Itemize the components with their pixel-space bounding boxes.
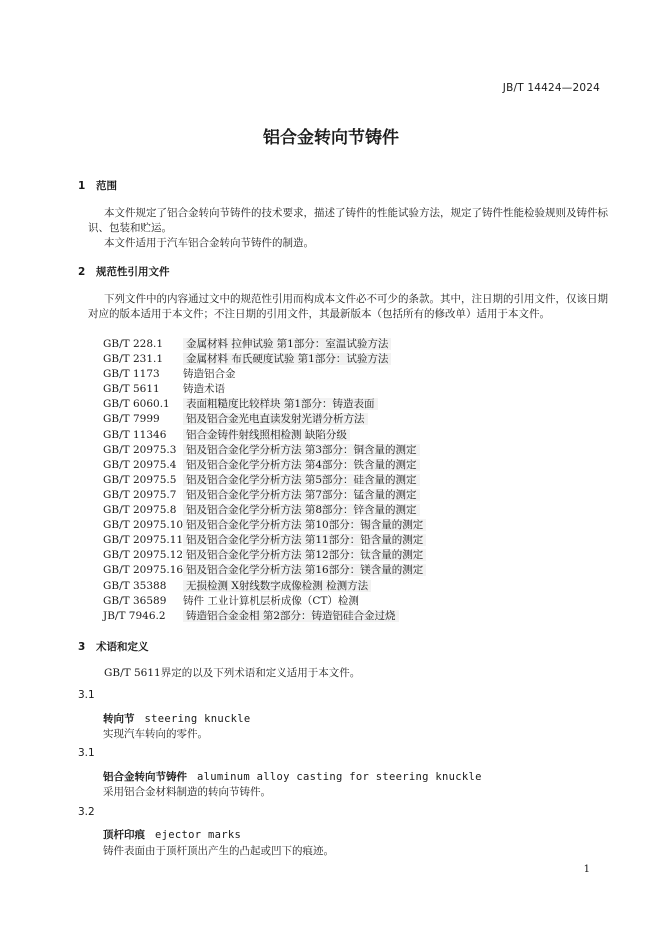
reference-code: GB/T 20975.8	[103, 504, 177, 517]
reference-title: 金属材料 拉伸试验 第1部分：室温试验方法	[183, 338, 391, 350]
term-chinese: 顶杆印痕	[103, 829, 145, 841]
reference-code: GB/T 20975.3	[103, 443, 177, 456]
reference-title: 铝及铝合金化学分析方法 第10部分：锡含量的测定	[183, 519, 426, 531]
reference-item	[103, 563, 426, 578]
section-2-number: 2	[78, 266, 86, 278]
term-entry	[103, 769, 482, 784]
reference-code: GB/T 228.1	[103, 338, 164, 350]
section-1-paragraph-1: 本文件规定了铝合金转向节铸件的技术要求，描述了铸件的性能试验方法，规定了铸件性能检验规则及铸件标识、包装和贮运。	[88, 207, 608, 234]
section-1-title: 范围	[96, 180, 117, 192]
reference-item	[103, 443, 426, 458]
reference-item	[103, 337, 426, 352]
reference-title: 铝及铝合金化学分析方法 第7部分：锰含量的测定	[183, 489, 420, 501]
term-english: ejector marks	[155, 829, 242, 841]
reference-title: 铝合金铸件射线照相检测 缺陷分级	[183, 429, 350, 441]
reference-item	[103, 397, 426, 412]
reference-code: GB/T 5611	[103, 383, 160, 396]
reference-item	[103, 594, 426, 609]
reference-code: JB/T 7946.2	[103, 609, 166, 622]
reference-title: 铝及铝合金化学分析方法 第11部分：铅含量的测定	[183, 534, 426, 546]
reference-title: 铝及铝合金化学分析方法 第4部分：铁含量的测定	[183, 459, 420, 471]
reference-item	[103, 367, 426, 382]
term-definition: 采用铝合金材料制造的转向节铸件。	[103, 786, 271, 798]
reference-title: 表面粗糙度比较样块 第1部分：铸造表面	[183, 398, 378, 410]
reference-title: 铸造铝合金	[183, 368, 236, 381]
document-title: 铝合金转向节铸件	[263, 128, 399, 148]
reference-item	[103, 382, 426, 397]
reference-title: 铝及铝合金化学分析方法 第16部分：镁含量的测定	[183, 564, 426, 576]
reference-title: 金属材料 布氏硬度试验 第1部分：试验方法	[183, 353, 391, 365]
page-number: 1	[583, 864, 590, 875]
term-number: 3.1	[78, 689, 95, 701]
section-3-number: 3	[78, 641, 86, 653]
reference-item	[103, 533, 426, 548]
reference-item	[103, 503, 426, 518]
section-3-heading	[78, 639, 149, 654]
reference-item	[103, 548, 426, 563]
reference-item	[103, 488, 426, 503]
term-chinese: 铝合金转向节铸件	[103, 771, 187, 783]
term-entry	[103, 711, 250, 726]
document-code: JB/T 14424—2024	[502, 82, 600, 94]
reference-code: GB/T 20975.7	[103, 488, 177, 501]
section-1-heading	[78, 178, 117, 193]
reference-item	[103, 579, 426, 594]
section-3-intro: GB/T 5611界定的以及下列术语和定义适用于本文件。	[104, 667, 361, 679]
reference-code: GB/T 20975.11	[103, 534, 184, 547]
term-entry	[103, 827, 241, 842]
reference-title: 铝及铝合金化学分析方法 第3部分：铜含量的测定	[183, 444, 420, 456]
section-2-heading	[78, 264, 170, 279]
term-number: 3.1	[78, 747, 95, 759]
reference-code: GB/T 20975.4	[103, 458, 177, 471]
section-3-title: 术语和定义	[96, 641, 149, 653]
reference-item	[103, 412, 426, 427]
reference-code: GB/T 231.1	[103, 353, 164, 366]
reference-title: 铝及铝合金光电直读发射光谱分析方法	[183, 413, 368, 425]
reference-code: GB/T 20975.16	[103, 564, 184, 577]
reference-code: GB/T 20975.5	[103, 473, 177, 486]
reference-title: 铸件 工业计算机层析成像（CT）检测	[183, 594, 359, 607]
reference-title: 铝及铝合金化学分析方法 第8部分：锌含量的测定	[183, 504, 420, 516]
reference-item	[103, 518, 426, 533]
reference-code: GB/T 7999	[103, 413, 160, 426]
term-number: 3.2	[78, 806, 95, 818]
reference-code: GB/T 1173	[103, 368, 160, 381]
term-definition: 实现汽车转向的零件。	[103, 728, 208, 740]
reference-code: GB/T 6060.1	[103, 398, 170, 411]
reference-title: 铸造术语	[183, 383, 225, 396]
term-definition: 铸件表面由于顶杆顶出产生的凸起或凹下的痕迹。	[103, 845, 334, 857]
term-english: aluminum alloy casting for steering knuckle	[197, 771, 482, 783]
normative-references-list	[103, 337, 426, 624]
reference-item	[103, 473, 426, 488]
reference-title: 无损检测 X射线数字成像检测 检测方法	[183, 580, 371, 592]
reference-code: GB/T 36589	[103, 594, 167, 607]
reference-title: 铝及铝合金化学分析方法 第12部分：钛含量的测定	[183, 549, 426, 561]
section-1-number: 1	[78, 180, 86, 192]
reference-item	[103, 609, 426, 624]
section-1-paragraph-2: 本文件适用于汽车铝合金转向节铸件的制造。	[104, 237, 314, 249]
reference-title: 铸造铝合金金相 第2部分：铸造铝硅合金过烧	[183, 610, 399, 622]
reference-item	[103, 458, 426, 473]
section-2-intro: 下列文件中的内容通过文中的规范性引用而构成本文件必不可少的条款。其中，注日期的引用文件，仅该日期对应的版本适用于本文件；不注日期的引用文件，其最新版本（包括所有的修改单）适用于本文件。	[88, 293, 608, 320]
reference-code: GB/T 20975.10	[103, 519, 184, 532]
term-chinese: 转向节	[103, 713, 135, 725]
section-2-title: 规范性引用文件	[96, 266, 170, 278]
reference-item	[103, 352, 426, 367]
reference-code: GB/T 35388	[103, 579, 167, 592]
reference-code: GB/T 20975.12	[103, 549, 184, 562]
reference-item	[103, 428, 426, 443]
reference-code: GB/T 11346	[103, 428, 167, 441]
term-english: steering knuckle	[144, 713, 251, 725]
reference-title: 铝及铝合金化学分析方法 第5部分：硅含量的测定	[183, 474, 420, 486]
